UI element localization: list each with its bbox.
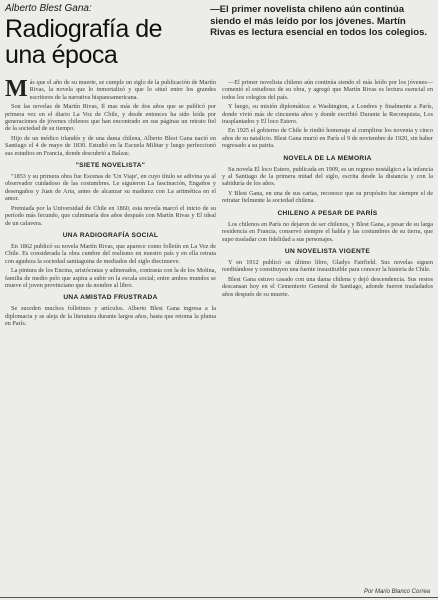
- headline: [5, 16, 204, 68]
- subheading: UN NOVELISTA VIGENTE: [284, 247, 371, 255]
- left-column: [5, 76, 216, 586]
- subheading: NOVELA DE LA MEMORIA: [283, 154, 372, 162]
- subheading: UNA RADIOGRAFÍA SOCIAL: [62, 231, 159, 239]
- dropcap: M: [5, 76, 28, 102]
- article-columns: [5, 76, 433, 586]
- right-column: [222, 79, 433, 586]
- paragraph: En 1862 publicó su novela Martín Rivas, que aparece como folletín en La Voz de Chile. Es considerada la obra cumbre del realismo en nuestro país y en ella retrata con agudeza la sociedad santiaguina de mediados del siglo diecinueve.: [5, 242, 216, 265]
- headline-line-1: Radiografía de: [5, 15, 163, 43]
- paragraph: Su novela El loco Estero, publicada en 1909, es un regreso nostálgico a la infancia y al Santiago de la primera mitad del siglo, escrita desde la distancia y con la sabiduría de los años.: [222, 165, 433, 188]
- intro-block: [5, 76, 216, 103]
- paragraph: Hijo de un médico irlandés y de una dama chilena, Alberto Blest Gana nació en Santiago el 4 de mayo de 1830. Estudió en la Escuela Militar y luego perfeccionó sus estudios en Francia, donde descubrió a Balzac.: [5, 134, 216, 157]
- subheading: "SIETE NOVELISTA": [75, 162, 146, 170]
- paragraph: "1853 y su primera obra fue Escenas de 'Un Viaje', en cuyo título se adivina ya al observador cuidadoso de las costumbres. Le siguieron La fascinación, Engaños y desengaños y Juan de Aria, antes de alcanzar su madurez con La aritmética en el amor.: [5, 173, 216, 203]
- paragraph: Blest Gana estuvo casado con una dama chilena y dejó descendencia. Sus restos descansan hoy en el Cementerio General de Santiago, adonde fueron trasladados años después de su muerte.: [222, 275, 433, 298]
- article-header: [5, 3, 433, 77]
- paragraph: —El primer novelista chileno aún continúa siendo el más leído por los jóvenes— comentó el estudioso de su obra, y agregó que Martín Rivas es lectura esencial en todos los colegios del país.: [222, 79, 433, 101]
- paragraph: Son las novelas de Martín Rivas, Il mas más de dos años que se publicó por primera vez en el diario La Voz de Chile, y desde entonces ha sido leída por generaciones de jóvenes chilenos que han encontrado en sus páginas un retrato fiel de la sociedad de su tiempo.: [5, 103, 216, 133]
- subheading: CHILENO A PESAR DE PARÍS: [277, 209, 378, 217]
- paragraph: Premiada por la Universidad de Chile en 1860, esta novela marcó el inicio de su período más fecundo, que culminaría dos años después con Martín Rivas y El ideal de un calavera.: [5, 204, 216, 227]
- intro-paragraph: ás que el año de su muerte, se cumple un siglo de la publicación de Martín Rivas, la novela que lo inmortalizó y que lo situó entre los grandes escritores de la narrativa hispanoamericana.: [29, 79, 216, 101]
- kicker: Alberto Blest Gana:: [5, 3, 92, 14]
- paragraph: La pintura de los Encina, aristócratas y adinerados, contrasta con la de los Molina, familia de medio pelo que aspira a subir en la escala social; entre ambos mundos se mueve el joven provinciano que da nombre al libro.: [5, 267, 216, 289]
- paragraph: Se suceden muchos folletines y artículos. Alberto Blest Gana ingresa a la diplomacia y se aleja de la literatura durante largos años, hasta que retoma la pluma en París.: [5, 305, 216, 328]
- subheading: UNA AMISTAD FRUSTRADA: [63, 294, 158, 302]
- deck: —El primer novelista chileno aún continúa siendo el más leído por los jóvenes. Martín Rivas es lectura esencial en todos los colegios.: [210, 4, 428, 39]
- paragraph: Y en 1912 publicó su último libro, Gladys Fairfield. Sus novelas siguen reeditándose y constituyen una fuente insustituible para conocer la historia de Chile.: [222, 258, 433, 274]
- byline: Por Mario Blanco Correa: [363, 589, 430, 595]
- title-block: [5, 3, 204, 77]
- footer-rule: [0, 597, 438, 598]
- paragraph: Y luego, su misión diplomática: a Washington, a Londres y finalmente a París, donde vivió más de cincuenta años y donde escribió Durante la Reconquista, Los trasplantados y El loco Estero.: [222, 103, 433, 126]
- paragraph: Los chilenos en París no dejaron de ser chilenos, y Blest Gana, a pesar de su larga residencia en Francia, conservó siempre el habla y las costumbres de su tierra, que supo trasladar con fidelidad a sus personajes.: [222, 220, 433, 243]
- paragraph: Y Blest Gana, en una de sus cartas, reconoce que su propósito fue siempre el de retratar fielmente la sociedad chilena.: [222, 189, 433, 205]
- headline-line-2: una época: [5, 41, 118, 69]
- paragraph: En 1925 el gobierno de Chile le rindió homenaje al cumplirse los noventa y cinco años de su natalicio. Blest Gana murió en París el 9 de noviembre de 1920, sin haber regresado a su patria.: [222, 127, 433, 150]
